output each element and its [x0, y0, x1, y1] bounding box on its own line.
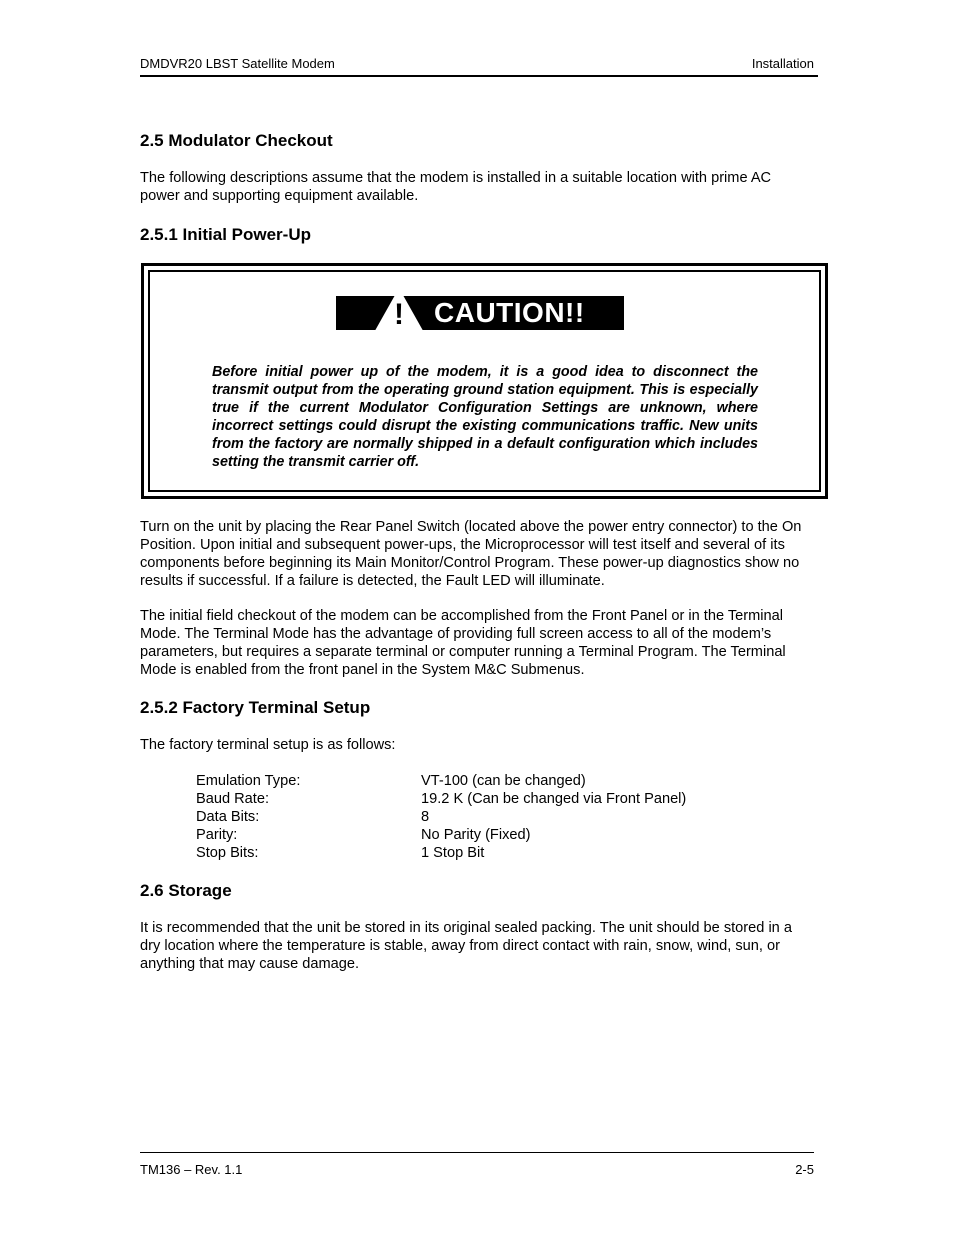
setup-label: Parity: [196, 827, 238, 843]
setup-value: No Parity (Fixed) [421, 827, 531, 843]
terminal-setup-intro: The factory terminal setup is as follows: [140, 737, 396, 753]
header-rule [140, 75, 818, 77]
section-2-5-text: The following descriptions assume that the modem is installed in a suitable location with prime AC power and supporting equipment available. [140, 170, 772, 204]
setup-row-parity [196, 826, 816, 844]
exclamation-mark: ! [394, 298, 404, 331]
footer-rule [140, 1152, 814, 1153]
setup-label: Stop Bits: [196, 845, 259, 861]
footer-doc-id: TM136 – Rev. 1.1 [140, 1162, 243, 1177]
setup-row-data-bits [196, 808, 816, 826]
setup-row-emulation [196, 772, 816, 790]
section-2-5-1-heading: 2.5.1 Initial Power-Up [140, 225, 311, 244]
checkout-paragraph: The initial field checkout of the modem can be accomplished from the Front Panel or in the Terminal Mode. The Terminal Mode has the advantage of providing full screen access to all of the modem’s parameters, but requires a separate terminal or computer running a Terminal Program. The Terminal Mode is enabled from the front panel in the System M&C Submenus. [140, 608, 786, 678]
setup-row-stop-bits [196, 844, 816, 862]
footer-page-number: 2-5 [795, 1162, 814, 1177]
caution-banner [336, 296, 624, 330]
power-up-paragraph: Turn on the unit by placing the Rear Panel Switch (located above the power entry connector) to the On Position. Upon initial and subsequent power-ups, the Microprocessor will test itself and several of its components before beginning its Main Monitor/Control Program. These power-up diagnostics show no results if successful. If a failure is detected, the Fault LED will illuminate. [140, 519, 802, 589]
storage-paragraph: It is recommended that the unit be stored in its original sealed packing. The unit should be stored in a dry location where the temperature is stable, away from direct contact with rain, snow, wind, sun, or anything that may cause damage. [140, 920, 792, 972]
setup-value: 19.2 K (Can be changed via Front Panel) [421, 791, 687, 807]
header-chapter: Installation [751, 56, 814, 71]
setup-value: VT-100 (can be changed) [421, 773, 586, 789]
caution-text: Before initial power up of the modem, it is a good idea to disconnect the transmit output from the operating ground station equipment. This is especially true if the current Modulator Configuration Settings are unknown, where incorrect settings could disrupt the existing communications traffic. New units from the factory are normally shipped in a default configuration which includes setting the transmit carrier off. [212, 364, 758, 470]
section-2-5-heading: 2.5 Modulator Checkout [140, 131, 333, 150]
terminal-setup-list [196, 772, 816, 864]
header-title: DMDVR20 LBST Satellite Modem [140, 56, 335, 71]
caution-label: CAUTION!! [434, 297, 585, 328]
setup-label: Emulation Type: [196, 773, 301, 789]
setup-value: 1 Stop Bit [421, 845, 485, 861]
section-2-5-2-heading: 2.5.2 Factory Terminal Setup [140, 698, 371, 717]
setup-row-baud-rate [196, 790, 816, 808]
section-2-6-heading: 2.6 Storage [140, 881, 232, 900]
setup-value: 8 [421, 809, 430, 825]
setup-label: Data Bits: [196, 809, 260, 825]
setup-label: Baud Rate: [196, 791, 270, 807]
